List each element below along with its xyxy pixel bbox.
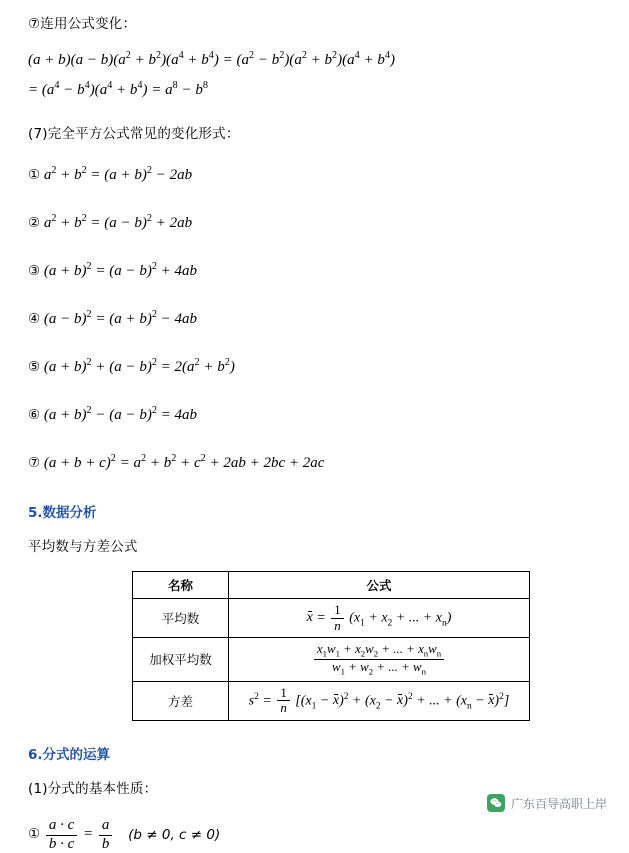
footer-account-name: 广东百导高职上岸 [510, 796, 607, 811]
table-header-formula: 公式 [229, 571, 530, 598]
table-row [133, 598, 530, 638]
formula-fraction-item-1: ① $\frac{a \cdot c}{b \cdot c}$ = $\frac{a}{b}$ (b ≠ 0, c ≠ 0) [28, 817, 221, 852]
table-cell-formula-mean: x = $\frac{1}{n}$ ($x_1 + x_2$ + ... + $x_n$) [229, 598, 530, 638]
formula-item-3: ③ $(a + b)^2 = (a - b)^2 + 4ab$ [28, 260, 198, 279]
formula-item-6: ⑥ $(a + b)^2 - (a - b)^2 = 4ab$ [28, 404, 198, 423]
table-cell-name-mean: 平均数 [133, 598, 229, 638]
table-header-name: 名称 [133, 571, 229, 598]
section-heading-continuous: ⑦连用公式变化： [28, 16, 137, 32]
table-cell-name-weighted-mean: 加权平均数 [133, 638, 229, 681]
section-heading-data-analysis: 5.数据分析 [28, 504, 97, 521]
formula-block-continuous [28, 48, 605, 102]
table-cell-formula-variance: $s^2$ = $\frac{1}{n}$ [($x_1 - x$ )$^2 + (x_2 - x$ )$^2$ + ... + ($x_n - x$ )$^2$] [229, 681, 530, 721]
formula-condition-1: (b ≠ 0, c ≠ 0) [128, 826, 221, 843]
subheading-fraction-properties: (1)分式的基本性质： [28, 781, 158, 798]
mean-variance-table [132, 571, 530, 721]
formula-line-2: = $(a^4 - b^4)(a^4 + b^4) = a^8 - b^8$ [28, 80, 208, 99]
table-cell-name-variance: 方差 [133, 681, 229, 721]
formula-line-1: $(a + b)(a - b)(a^2 + b^2)(a^4 + b^4) = (a^2 - b^2)(a^2 + b^2)(a^4 + b^4)$ [28, 50, 395, 69]
table-row [133, 681, 530, 721]
formula-item-1: ① $a^2 + b^2 = (a + b)^2 - 2ab$ [28, 164, 193, 183]
wechat-logo-icon [487, 794, 505, 812]
formula-item-2: ② $a^2 + b^2 = (a - b)^2 + 2ab$ [28, 212, 193, 231]
section-heading-fraction-operations: 6.分式的运算 [28, 747, 111, 764]
formula-item-7: ⑦ $(a + b + c)^2 = a^2 + b^2 + c^2 + 2ab + 2bc + 2ac$ [28, 452, 325, 471]
footer-account-badge [487, 794, 607, 812]
subsection-heading-square-forms: (7)完全平方公式常见的变化形式： [28, 126, 240, 143]
table-cell-formula-weighted-mean: $\frac{x_1w_1 + x_2w_2 + ... + x_nw_n}{w_1 + w_2 + ... + w_n}$ [229, 638, 530, 681]
subheading-mean-variance: 平均数与方差公式 [28, 538, 138, 555]
formula-item-5: ⑤ $(a + b)^2 + (a - b)^2 = 2(a^2 + b^2)$ [28, 356, 235, 375]
table-row [133, 638, 530, 681]
formula-item-4: ④ $(a - b)^2 = (a + b)^2 - 4ab$ [28, 308, 198, 327]
table-header-row [133, 571, 530, 598]
